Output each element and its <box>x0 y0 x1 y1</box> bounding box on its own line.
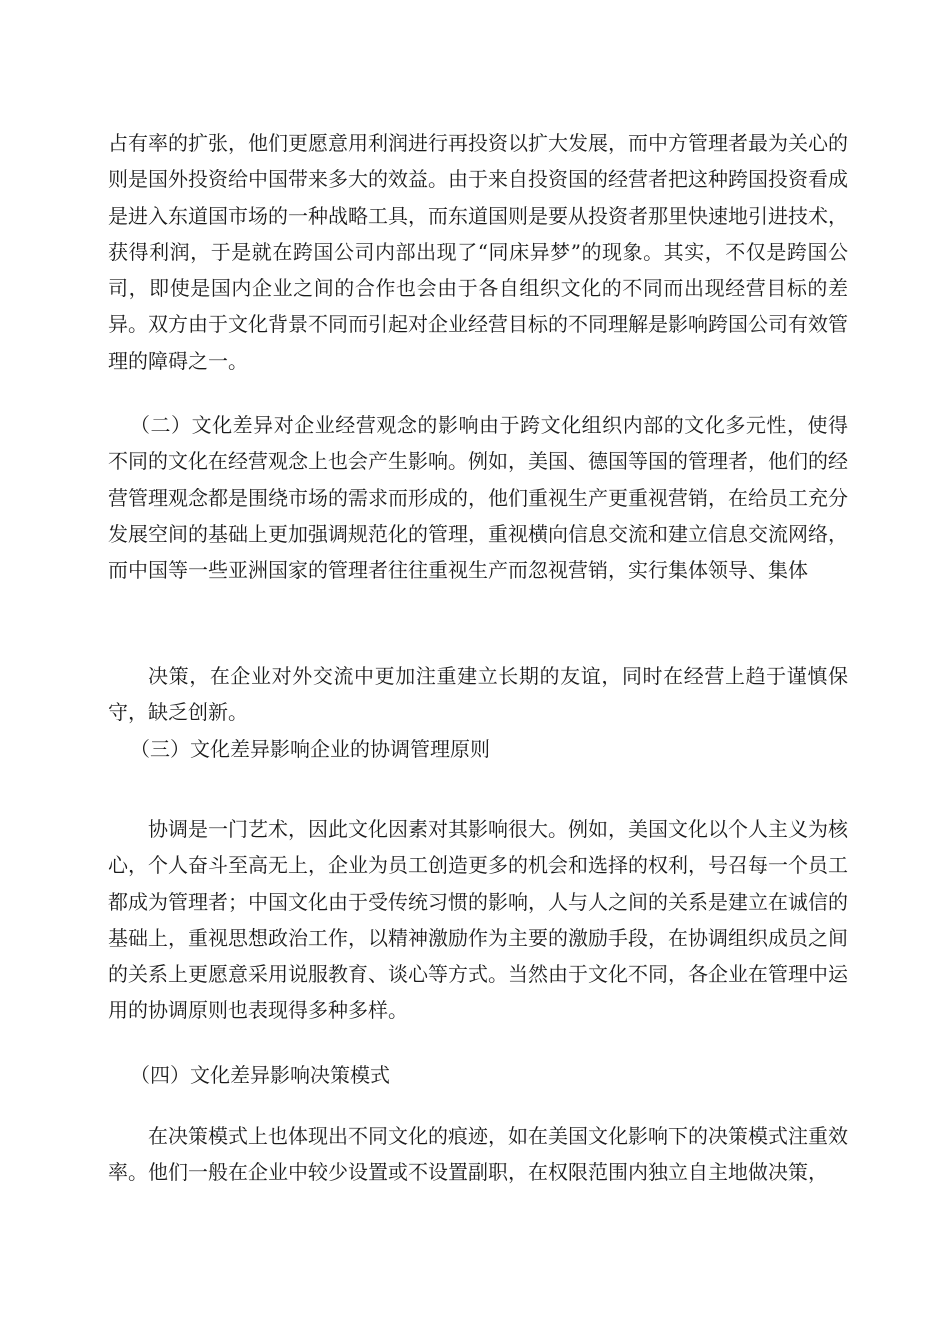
paragraph-section-3-body: 协调是一门艺术，因此文化因素对其影响很大。例如，美国文化以个人主义为核心，个人奋斗至高无上，企业为员工创造更多的机会和选择的权利，号召每一个员工都成为管理者；中国文化由于受传统习惯的影响，人与人之间的关系是建立在诚信的基础上，重视思想政治工作，以精神激励作为主要的激励手段，在协调组织成员之间的关系上更愿意采用说服教育、谈心等方式。当然由于文化不同，各企业在管理中运用的协调原则也表现得多种多样。 <box>108 817 848 1023</box>
paragraph-continuation: 占有率的扩张，他们更愿意用利润进行再投资以扩大发展，而中方管理者最为关心的则是国外投资给中国带来多大的效益。由于来自投资国的经营者把这种跨国投资看成是进入东道国市场的一种战略工具，而东道国则是要从投资者那里快速地引进技术，获得利润，于是就在跨国公司内部出现了“同床异梦”的现象。其实，不仅是跨国公司，即使是国内企业之间的合作也会由于各自组织文化的不同而出现经营目标的差异。双方由于文化背景不同而引起对企业经营目标的不同理解是影响跨国公司有效管理的障碍之一。 <box>108 131 848 373</box>
paragraph-section-2: （二）文化差异对企业经营观念的影响由于跨文化组织内部的文化多元性，使得不同的文化在经营观念上也会产生影响。例如，美国、德国等国的管理者，他们的经营管理观念都是围绕市场的需求而形成的，他们重视生产更重视营销，在给员工充分发展空间的基础上更加强调规范化的管理，重视横向信息交流和建立信息交流网络，而中国等一些亚洲国家的管理者往往重视生产而忽视营销，实行集体领导、集体 <box>108 413 848 583</box>
section-heading-4: （四）文化差异影响决策模式 <box>130 1063 390 1087</box>
section-heading-3: （三）文化差异影响企业的协调管理原则 <box>130 737 490 761</box>
paragraph-section-4-body: 在决策模式上也体现出不同文化的痕迹，如在美国文化影响下的决策模式注重效率。他们一般在企业中较少设置或不设置副职，在权限范围内独立自主地做决策， <box>108 1124 848 1185</box>
paragraph-section-2-continued: 决策，在企业对外交流中更加注重建立长期的友谊，同时在经营上趋于谨慎保守，缺乏创新。 <box>108 664 848 725</box>
